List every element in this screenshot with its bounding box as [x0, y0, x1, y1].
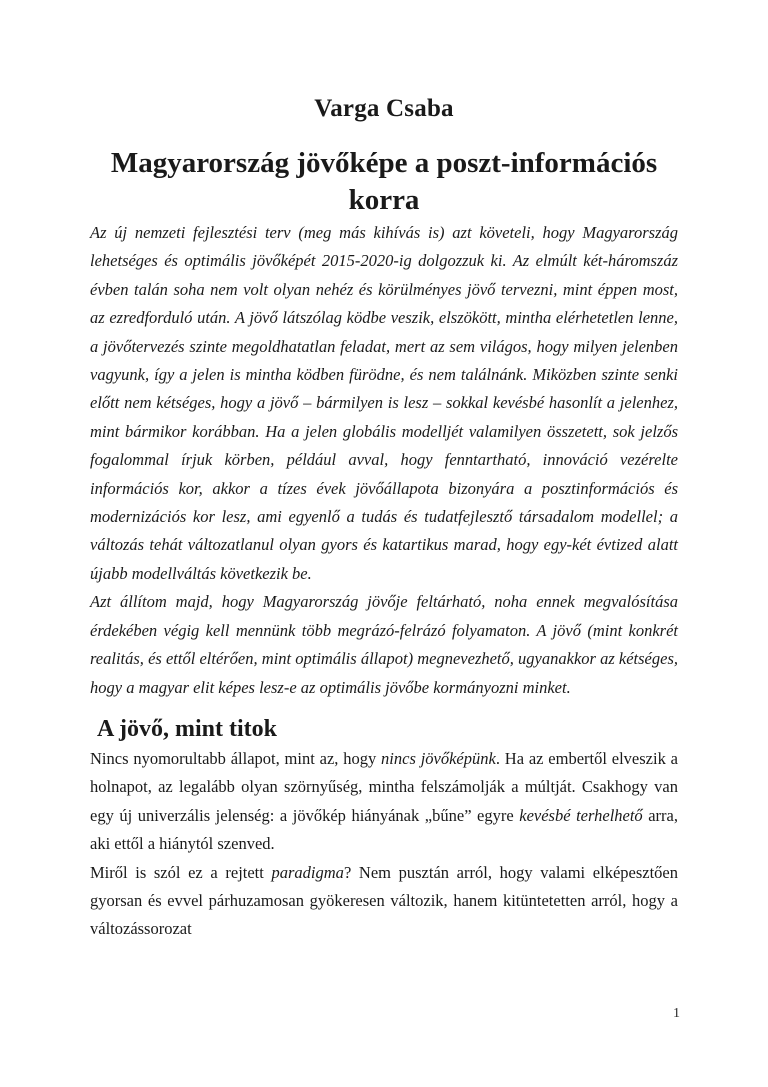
lead-paragraph-1: Az új nemzeti fejlesztési terv (meg más kihívás is) azt követeli, hogy Magyarország lehetséges és optimális jövőképét 2015-2020-ig dolgozzuk ki. Az elmúlt két-háromszáz évben talán soha nem volt olyan nehéz és körülményes jövő tervezni, mint éppen most, az ezredforduló után. A jövő látszólag ködbe veszik, elszökött, mintha elérhetetlen lenne, a jövőtervezés szinte megoldhatatlan feladat, mert az sem világos, hogy milyen jelenben vagyunk, így a jelen is mintha ködben fürödne, és nem találnánk. Miközben szinte senki előtt nem kétséges, hogy a jövő – bármilyen is lesz – sokkal kevésbé hasonlít a jelenhez, mint bármikor korábban. Ha a jelen globális modelljét valamilyen összetett, sok jelzős fogalommal írjuk körben, például avval, hogy fenntartható, innováció vezérelte információs kor, akkor a tízes évek jövőállapota bizonyára a posztinformációs és modernizációs kor lesz, ami egyenlő a tudás és tudatfejlesztő társadalom modellel; a változás tehát változatlanul olyan gyors és katartikus marad, hogy egy-két évtized alatt újabb modellváltás következik be. [90, 223, 678, 583]
text-run: Nincs nyomorultabb állapot, mint az, hogy [90, 748, 382, 768]
page-number: 1 [673, 1006, 680, 1021]
text-run: ? Nem pusztán arról, hogy valami elképesztően gyorsan és evvel párhuzamosan gyökeresen változik, hanem kitüntetetten arról, hogy a változássorozat [90, 862, 678, 939]
text-run: . Ha az embertől elveszik a holnapot, az legalább olyan szörnyűség, mintha felszámolják a múltját. Csakhogy van egy új univerzális jelenség: a jövőkép hiányának „bűne” egyre [90, 748, 678, 825]
document-title: Magyarország jövőképe a poszt-információs korra [110, 147, 658, 216]
text-run: Miről is szól ez a rejtett [90, 862, 272, 882]
italic-run: nincs jövőképünk [381, 748, 496, 768]
body-paragraph-2 [90, 859, 678, 944]
body-paragraph-1 [90, 745, 678, 859]
italic-run: kevésbé terhelhető [519, 805, 643, 825]
author-line: Varga Csaba [314, 95, 454, 122]
lead-paragraph-2: Azt állítom majd, hogy Magyarország jövője feltárható, noha ennek megvalósítása érdekében végig kell mennünk több megrázó-felrázó folyamaton. A jövő (mint konkrét realitás, és ettől eltérően, mint optimális állapot) megnevezhető, ugyanakkor az kétséges, hogy a magyar elit képes lesz-e az optimális jövőbe kormányozni minket. [90, 592, 678, 697]
italic-run: paradigma [271, 862, 344, 882]
text-run: arra, aki ettől a hiánytól szenved. [90, 805, 678, 854]
section-heading: A jövő, mint titok [97, 715, 277, 742]
